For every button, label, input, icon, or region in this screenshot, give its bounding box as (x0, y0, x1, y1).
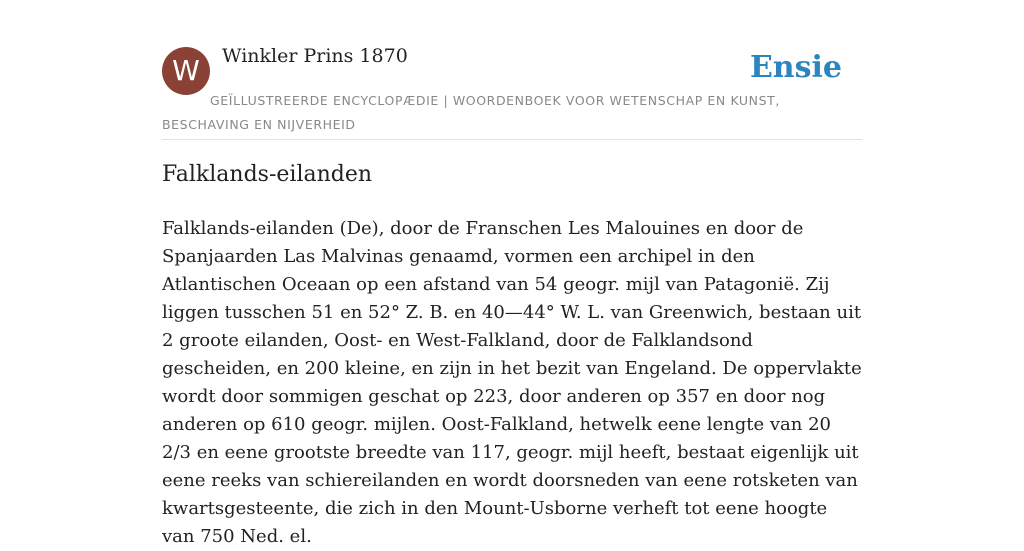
source-title[interactable]: Winkler Prins 1870 (222, 45, 408, 67)
article-body: Falklands-eilanden (De), door de Franschen Les Malouines en door de Spanjaarden Las Malvinas genaamd, vormen een archipel in den Atlantischen Oceaan op een afstand van 54 geogr. mijl van Patagonië. Zij liggen tusschen 51 en 52° Z. B. en 40—44° W. L. van Greenwich, bestaan uit 2 groote eilanden, Oost- en West-Falkland, door de Falklandsond gescheiden, en 200 kleine, en zijn in het bezit van Engeland. De oppervlakte wordt door sommigen geschat op 223, door anderen op 357 en door nog anderen op 610 geogr. mijlen. Oost-Falkland, hetwelk eene lengte van 20 2/3 en eene grootste breedte van 117, geogr. mijl heeft, bestaat eigenlijk uit eene reeks van schiereilanden en wordt doorsneden van eene rotsketen van kwartsgesteente, die zich in den Mount-Usborne verheft tot eene hoogte van 750 Ned. el. (162, 218, 862, 547)
brand-logo[interactable]: Ensie (749, 50, 842, 85)
article-title: Falklands-eilanden (162, 162, 373, 187)
header-divider (162, 139, 862, 140)
avatar[interactable]: W (162, 47, 210, 95)
source-subtitle: GEÏLLUSTREERDE ENCYCLOPÆDIE | WOORDENBOEK VOOR WETENSCHAP EN KUNST, BESCHAVING EN NIJVERHEID (162, 93, 780, 132)
